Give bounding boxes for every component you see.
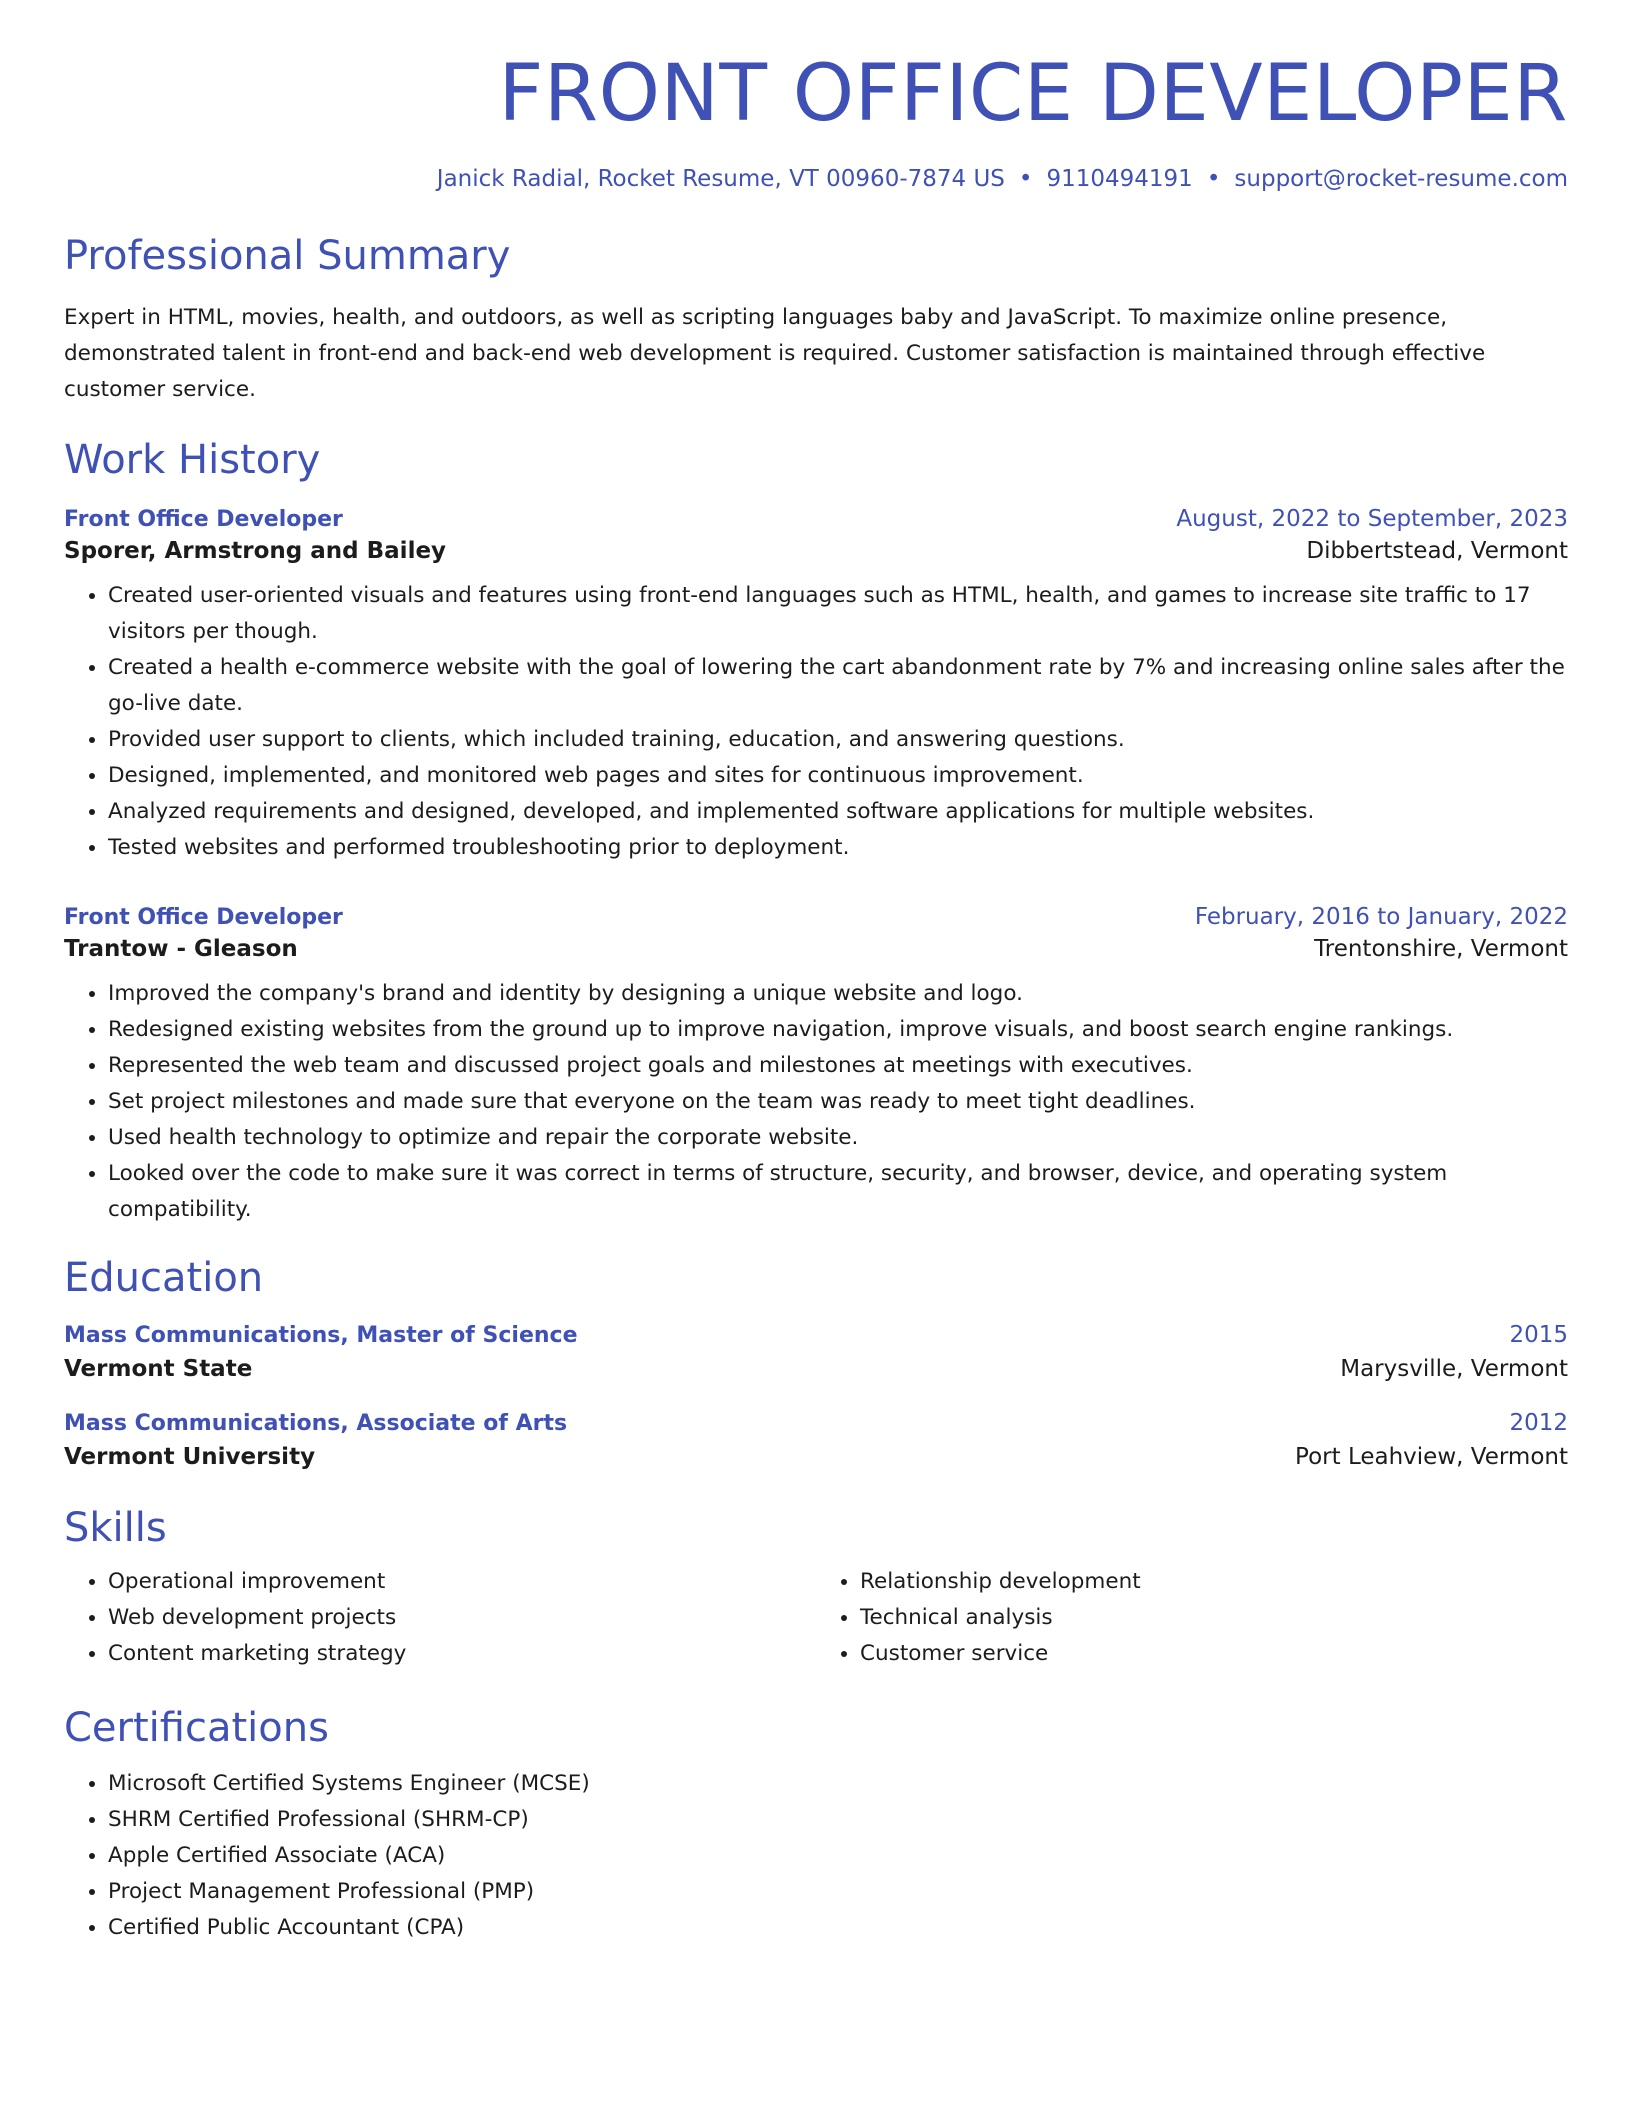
resume-header [64, 49, 1568, 192]
skills-section [64, 1504, 1568, 1672]
skills-list-left [64, 1564, 816, 1672]
job-bullet: • Created user-oriented visuals and features using front-end languages such as HTML, health, and games to increase site traffic to 17 visitors per though. [108, 578, 1568, 650]
certifications-heading: Certifications [64, 1704, 329, 1751]
skill-item: • Technical analysis [860, 1600, 1568, 1636]
job-bullet: • Tested websites and performed troubleshooting prior to deployment. [108, 830, 1568, 866]
contact-separator: • [1018, 165, 1033, 192]
education-degree: Mass Communications, Master of Science [64, 1322, 578, 1348]
job-bullet: • Provided user support to clients, which included training, education, and answering questions. [108, 722, 1568, 758]
certification-item: • Certified Public Accountant (CPA) [108, 1910, 1568, 1946]
job-location: Trentonshire, Vermont [1314, 935, 1568, 962]
education-section [64, 1254, 1568, 1470]
skill-item: • Content marketing strategy [108, 1636, 816, 1672]
resume-title: FRONT OFFICE DEVELOPER [498, 49, 1568, 139]
job-bullet: • Represented the web team and discussed project goals and milestones at meetings with executives. [108, 1048, 1568, 1084]
education-degree-row [64, 1410, 1568, 1436]
job-title: Front Office Developer [64, 506, 343, 532]
summary-section [64, 232, 1568, 408]
job-company: Trantow - Gleason [64, 935, 298, 962]
job-company: Sporer, Armstrong and Bailey [64, 537, 447, 564]
contact-email[interactable]: support@rocket-resume.com [1234, 165, 1568, 192]
work-history-section [64, 436, 1568, 1228]
contact-phone: 9110494191 [1046, 165, 1193, 192]
work-history-heading: Work History [64, 436, 321, 483]
education-degree-row [64, 1322, 1568, 1348]
education-year: 2012 [1509, 1409, 1568, 1436]
job-bullet: • Redesigned existing websites from the ground up to improve navigation, improve visuals, and boost search engine rankings. [108, 1012, 1568, 1048]
job-bullet: • Designed, implemented, and monitored web pages and sites for continuous improvement. [108, 758, 1568, 794]
job-entry [64, 506, 1568, 866]
job-entry [64, 904, 1568, 1228]
job-dates: August, 2022 to September, 2023 [1176, 505, 1568, 532]
education-school-row [64, 1444, 1568, 1470]
job-bullets [64, 578, 1568, 866]
contact-separator: • [1206, 165, 1221, 192]
job-bullets [64, 976, 1568, 1228]
job-bullet: • Analyzed requirements and designed, developed, and implemented software applications for multiple websites. [108, 794, 1568, 830]
job-company-row [64, 936, 1568, 962]
skill-item: • Relationship development [860, 1564, 1568, 1600]
education-degree: Mass Communications, Associate of Arts [64, 1410, 568, 1436]
education-year: 2015 [1509, 1321, 1568, 1348]
skills-heading: Skills [64, 1504, 167, 1551]
job-location: Dibbertstead, Vermont [1306, 537, 1568, 564]
education-location: Marysville, Vermont [1340, 1355, 1568, 1382]
summary-heading: Professional Summary [64, 232, 511, 279]
job-company-row [64, 538, 1568, 564]
certification-item: • Project Management Professional (PMP) [108, 1874, 1568, 1910]
job-bullet: • Created a health e-commerce website with the goal of lowering the cart abandonment rate by 7% and increasing online sales after the go-live date. [108, 650, 1568, 722]
certification-item: • Microsoft Certified Systems Engineer (MCSE) [108, 1766, 1568, 1802]
certification-item: • Apple Certified Associate (ACA) [108, 1838, 1568, 1874]
job-header-row [64, 506, 1568, 532]
job-title: Front Office Developer [64, 904, 343, 930]
job-bullet: • Looked over the code to make sure it was correct in terms of structure, security, and browser, device, and operating system compatibility. [108, 1156, 1568, 1228]
contact-line [64, 166, 1568, 192]
job-bullet: • Improved the company's brand and identity by designing a unique website and logo. [108, 976, 1568, 1012]
certifications-section [64, 1704, 1568, 1946]
education-heading: Education [64, 1254, 264, 1301]
job-bullet: • Set project milestones and made sure that everyone on the team was ready to meet tight deadlines. [108, 1084, 1568, 1120]
certification-item: • SHRM Certified Professional (SHRM-CP) [108, 1802, 1568, 1838]
job-header-row [64, 904, 1568, 930]
skills-list-right [816, 1564, 1568, 1672]
education-location: Port Leahview, Vermont [1295, 1443, 1568, 1470]
education-school: Vermont University [64, 1443, 316, 1470]
education-entry [64, 1322, 1568, 1382]
summary-text: Expert in HTML, movies, health, and outdoors, as well as scripting languages baby and JavaScript. To maximize online presence, demonstrated talent in front-end and back-end web development is required. Customer satisfaction is maintained through effective customer service. [64, 304, 1486, 402]
contact-address: Janick Radial, Rocket Resume, VT 00960-7874 US [436, 165, 1005, 192]
skill-item: • Customer service [860, 1636, 1568, 1672]
job-dates: February, 2016 to January, 2022 [1194, 903, 1568, 930]
certifications-list [64, 1766, 1568, 1946]
education-school-row [64, 1356, 1568, 1382]
skill-item: • Web development projects [108, 1600, 816, 1636]
skills-columns [64, 1564, 1568, 1672]
job-bullet: • Used health technology to optimize and repair the corporate website. [108, 1120, 1568, 1156]
education-school: Vermont State [64, 1355, 253, 1382]
skill-item: • Operational improvement [108, 1564, 816, 1600]
education-entry [64, 1410, 1568, 1470]
